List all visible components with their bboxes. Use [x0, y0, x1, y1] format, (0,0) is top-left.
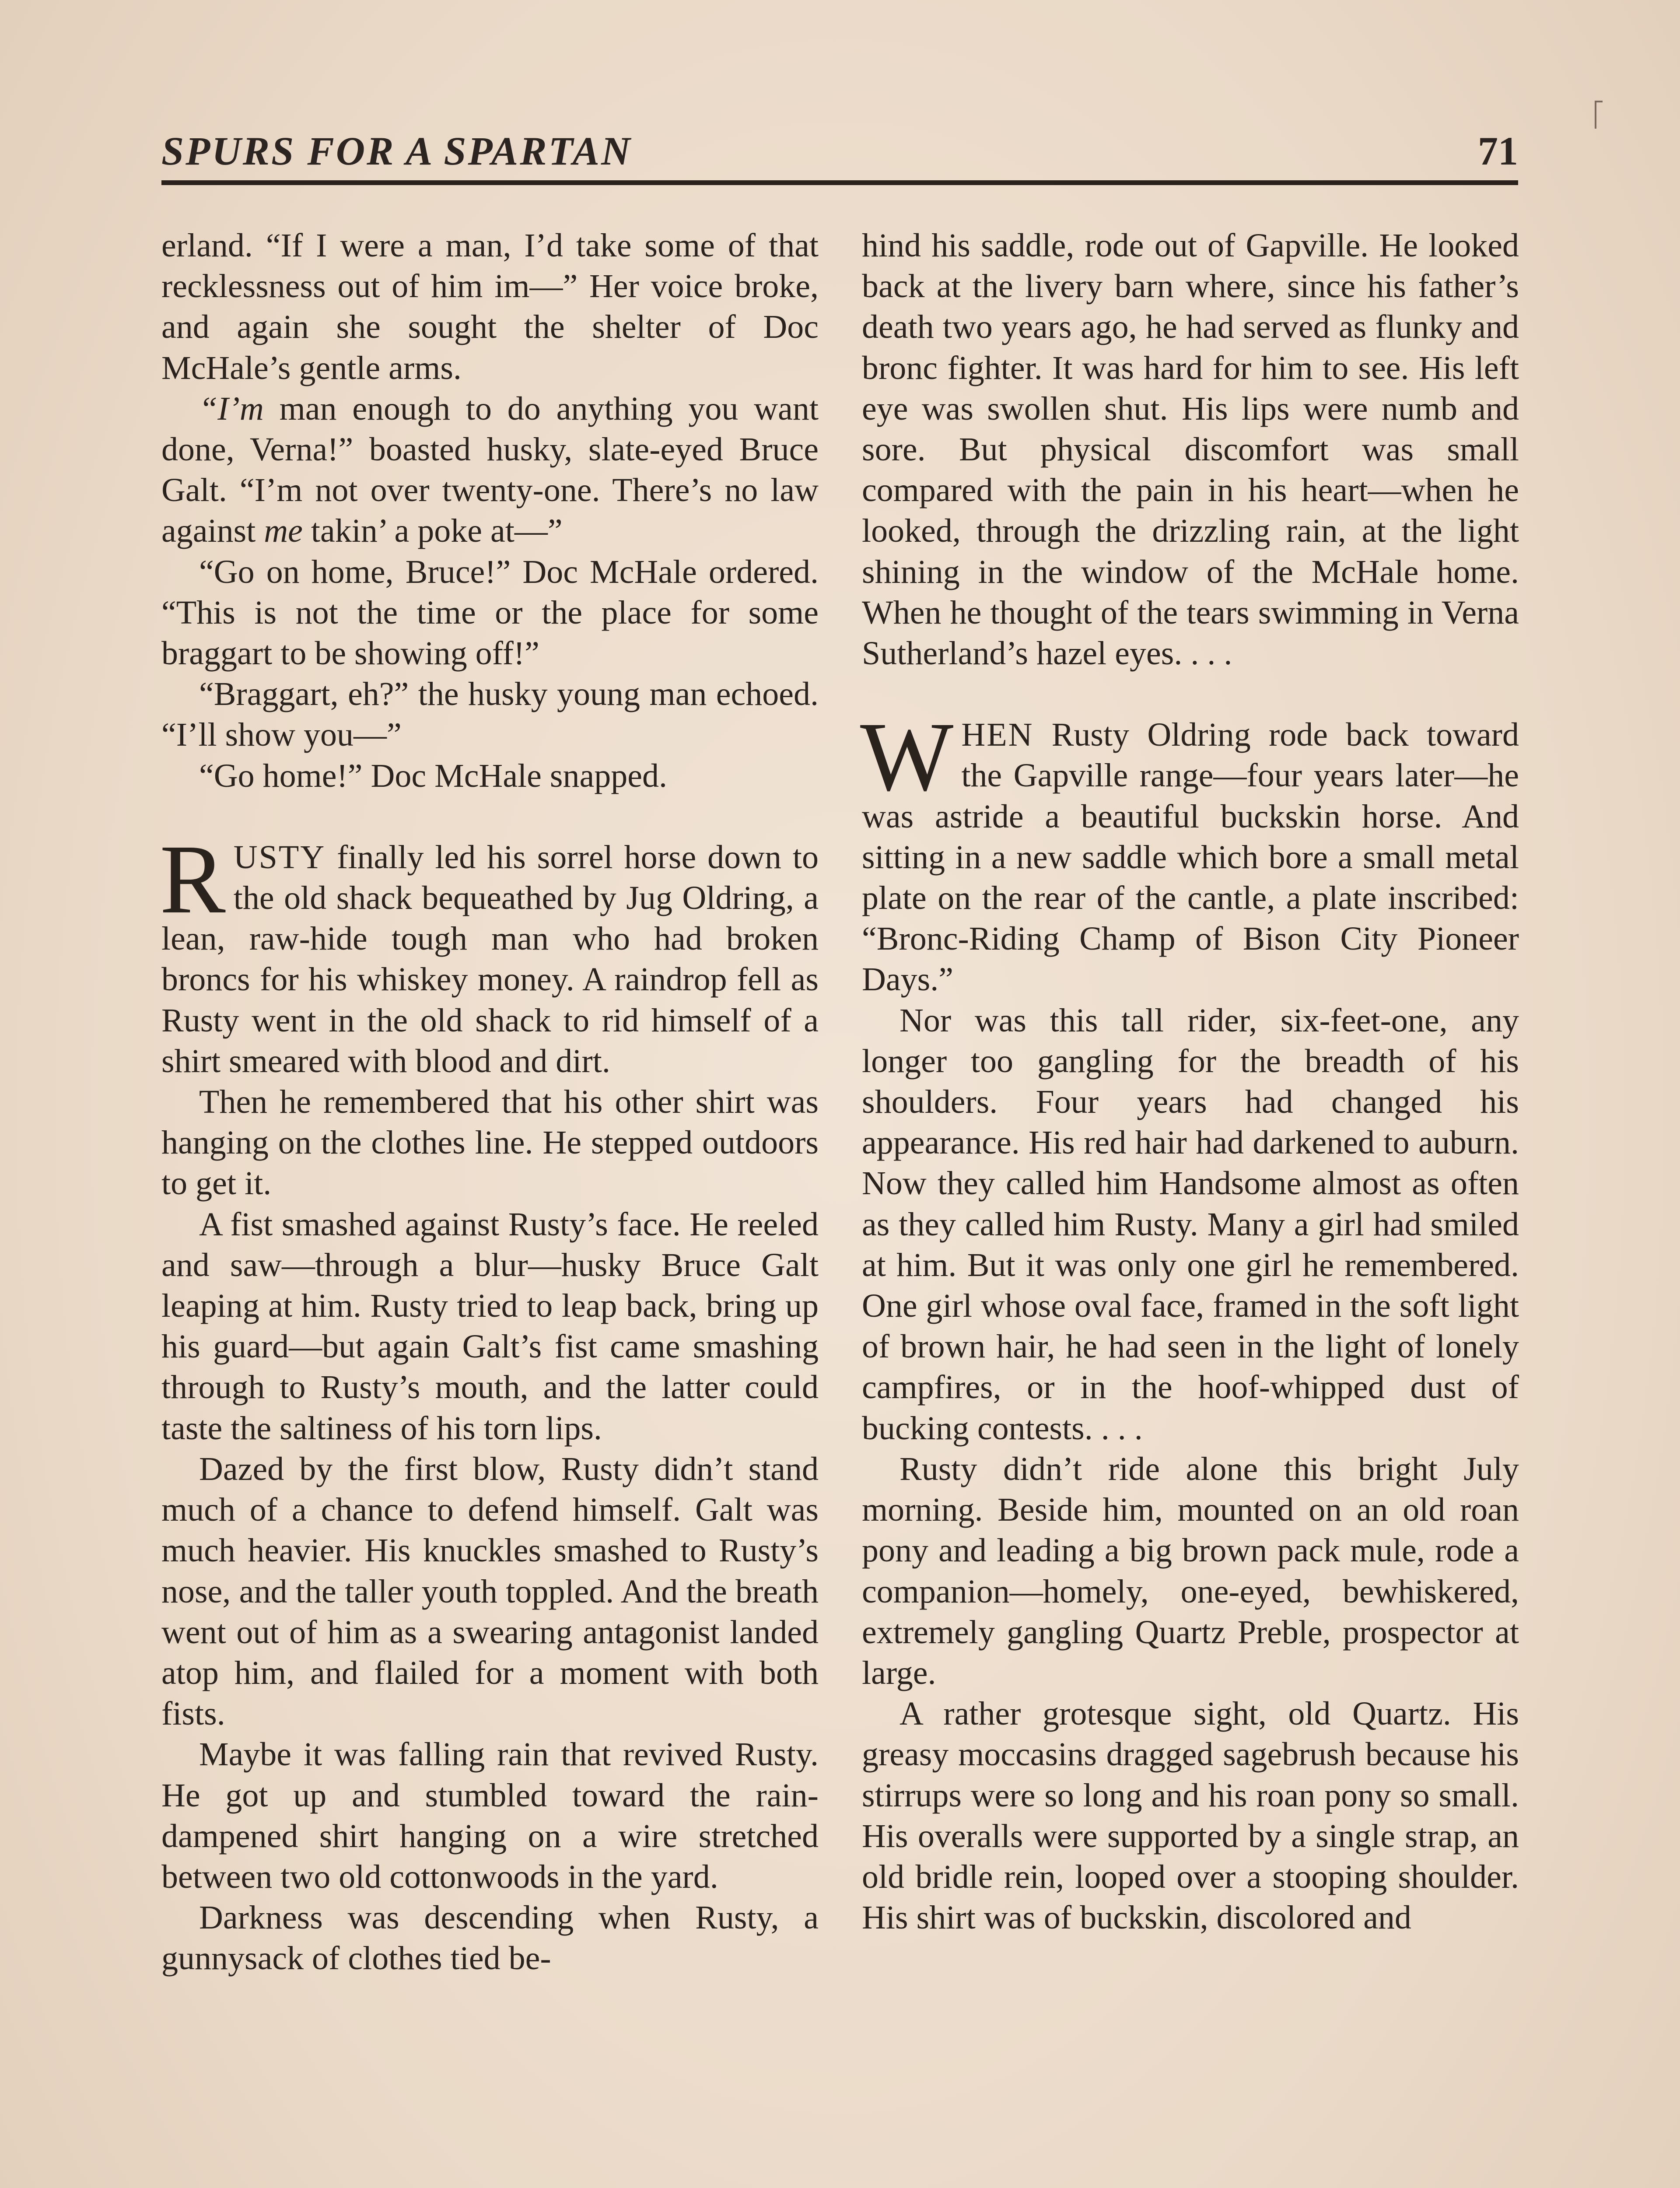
paragraph: “Go on home, Bruce!” Doc McHale ordered. “This is not the time or the place for some braggart to be showing off!”: [161, 553, 819, 672]
drop-cap: R: [160, 824, 226, 934]
paragraph: “Go home!” Doc McHale snapped.: [199, 757, 667, 794]
paragraph: Darkness was descending when Rusty, a gunnysack of clothes tied be-: [161, 1899, 819, 1977]
section-opening-paragraph: [160, 824, 819, 1082]
emphasis: me: [264, 512, 303, 550]
paragraph: hind his saddle, rode out of Gapville. He looked back at the livery barn where, since his father’s death two years ago, he had served as flunky and bronc fighter. It was hard for him to see. His left eye was swollen shut. His lips were numb and sore. But physical discomfort was small compared with the pain in his heart—when he looked, through the drizzling rain, at the light shining in the window of the McHale home. When he thought of the tears swimming in Verna Sutherland’s hazel eyes. . . .: [862, 227, 1519, 672]
paragraph-text: finally led his sorrel horse down to the old shack bequeathed by Jug Oldring, a lean, raw-hide tough man who had broken broncs for his whiskey money. A raindrop fell as Rusty went in the old shack to rid himself of a shirt smeared with blood and dirt.: [161, 838, 819, 1080]
small-caps-lead: HEN: [961, 716, 1034, 754]
paragraph: Rusty didn’t ride alone this bright July morning. Beside him, mounted on an old roan pony and leading a big brown pack mule, rode a companion—homely, one-eyed, bewhiskered, extremely gangling Quartz Preble, prospector at large.: [862, 1450, 1519, 1691]
drop-cap: W: [860, 702, 954, 812]
page-edge-mark: [1595, 101, 1603, 129]
paragraph: A rather grotesque sight, old Quartz. His greasy moccasins dragged sagebrush because his stirrups were so long and his roan pony so small. His overalls were supported by a single strap, an old bridle rein, looped over a stooping shoulder. His shirt was of buckskin, discolored and: [862, 1695, 1519, 1936]
small-caps-lead: USTY: [233, 838, 326, 876]
paragraph: Dazed by the first blow, Rusty didn’t stand much of a chance to defend himself. Galt was much heavier. His knuckles smashed to Rusty’s nose, and the taller youth toppled. And the breath went out of him as a swearing antagonist landed atop him, and flailed for a moment with both fists.: [161, 1450, 819, 1732]
paragraph: A fist smashed against Rusty’s face. He reeled and saw—through a blur—husky Bruce Galt leaping at him. Rusty tried to leap back, bring up his guard—but again Galt’s fist came smashing through to Rusty’s mouth, and the latter could taste the saltiness of his torn lips.: [161, 1206, 819, 1447]
section-break: [862, 674, 1519, 715]
paragraph: “Braggart, eh?” the husky young man echoed. “I’ll show you—”: [161, 676, 819, 754]
paragraph: erland. “If I were a man, I’d take some of that recklessness out of him im—” Her voice broke, and again she sought the shelter of Doc McHale’s gentle arms.: [161, 227, 819, 386]
page-number: 71: [1478, 129, 1518, 173]
section-break: [161, 796, 819, 837]
section-opening-paragraph: [860, 702, 1519, 1000]
paragraph: Maybe it was falling rain that revived Rusty. He got up and stumbled toward the rain-dampened shirt hanging on a wire stretched between two old cottonwoods in the yard.: [161, 1736, 819, 1895]
paragraph: Then he remembered that his other shirt was hanging on the clothes line. He stepped outdoors to get it.: [161, 1083, 819, 1202]
running-header: [161, 125, 1518, 182]
paragraph-text: takin’ a poke at—”: [302, 512, 563, 550]
paragraph: [161, 389, 819, 552]
emphasis: “I’m: [199, 390, 264, 427]
paragraph: Nor was this tall rider, six-feet-one, any longer too gangling for the breadth of his shoulders. Four years had changed his appearance. His red hair had darkened to auburn. Now they called him Handsome almost as often as they called him Rusty. Many a girl had smiled at him. But it was only one girl he remembered. One girl whose oval face, framed in the soft light of brown hair, he had seen in the light of lonely campfires, or in the hoof-whipped dust of bucking contests. . . .: [862, 1002, 1519, 1447]
header-rule: [161, 180, 1518, 185]
paragraph-text: man enough to do anything you want done, Verna!” boasted husky, slate-eyed Bruce Galt. “I’m not over twenty-one. There’s no law against: [161, 390, 819, 550]
right-column: [862, 225, 1519, 1938]
paragraph-text: Rusty Oldring rode back toward the Gapville range—four years later—he was astride a beautiful buckskin horse. And sitting in a new saddle which bore a small metal plate on the rear of the cantle, a plate inscribed: “Bronc-Riding Champ of Bison City Pioneer Days.”: [862, 716, 1519, 998]
left-column: [161, 225, 819, 1979]
running-title: SPURS FOR A SPARTAN: [161, 129, 632, 173]
